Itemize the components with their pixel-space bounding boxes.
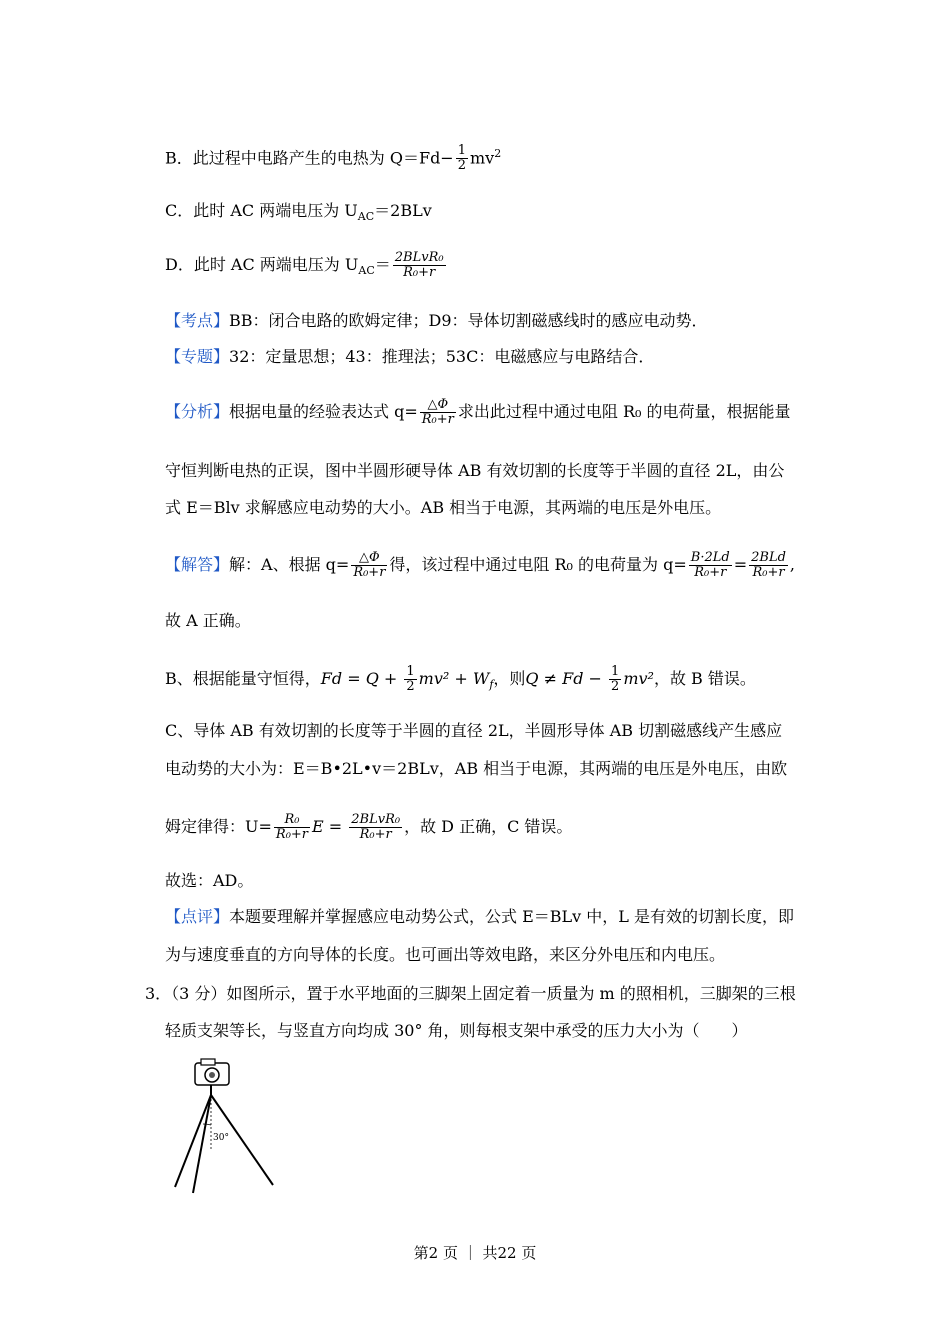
fraction: $\frac{\triangle\Phi}{\text{R₀+r}}$ bbox=[353, 550, 386, 580]
jieda-c-line-2: 电动势的大小为：E＝B•2L•v＝2BLv，AB 相当于电源，其两端的电压是外电压，由欧 bbox=[165, 759, 788, 778]
angle-label: 30° bbox=[213, 1133, 229, 1143]
fraction: $\frac{1}{2}$ bbox=[611, 664, 620, 694]
tripod-camera-figure bbox=[165, 1055, 285, 1195]
option-b: B．此过程中电路产生的电热为 Q＝Fd− $\frac{1}{2}$ $mv^2$ bbox=[165, 143, 502, 174]
jieda-line-1: 【解答】解：A、根据 q= $\frac{\triangle\Phi}{\text{R₀+r}}$ 得，该过程中通过电阻 R₀ 的电荷量为 q= $\frac{B\cdot 2Ld}{\text{R₀+r}}$ = $\frac{\text{2BLd}}{\text{R₀+r}}$ , bbox=[165, 550, 795, 580]
fraction: $\frac{\text{2BLd}}{\text{R₀+r}}$ bbox=[751, 550, 786, 580]
option-d: D．此时 AC 两端电压为 $U_{AC}=$ $\frac{\text{2BLvR₀}}{\text{R₀+r}}$ bbox=[165, 250, 444, 280]
tripod-leg-middle bbox=[193, 1095, 211, 1193]
option-c: C．此时 AC 两端电压为 $U_{AC}=2BLv$ bbox=[165, 201, 432, 224]
fenxi-tag: 【分析】 bbox=[165, 402, 230, 421]
jieda-b-line: B、根据能量守恒得，Fd = Q + $\frac{1}{2}$ $mv^2 + W_f$，则Q ≠ Fd − $\frac{1}{2}$ mv²，故 B 错误。 bbox=[165, 664, 756, 694]
tripod-leg-left bbox=[175, 1095, 211, 1187]
fenxi-line-1: 【分析】根据电量的经验表达式 q= $\frac{\triangle\Phi}{\text{R₀+r}}$ 求出此过程中通过电阻 R₀ 的电荷量，根据能量 bbox=[165, 397, 791, 427]
guxuan-line: 故选：AD。 bbox=[165, 871, 254, 890]
question-3-line-2: 轻质支架等长，与竖直方向均成 30° 角，则每根支架中承受的压力大小为（ ） bbox=[165, 1021, 748, 1040]
jieda-tag: 【解答】 bbox=[165, 555, 230, 574]
jieda-line-2: 故 A 正确。 bbox=[165, 611, 251, 630]
jieda-c-line-1: C、导体 AB 有效切割的长度等于半圆的直径 2L，半圆形导体 AB 切割磁感线产生感应 bbox=[165, 721, 783, 740]
fenxi-line-3: 式 E＝Blv 求解感应电动势的大小。AB 相当于电源，其两端的电压是外电压。 bbox=[165, 498, 722, 517]
dianping-tag: 【点评】 bbox=[165, 907, 230, 926]
fenxi-line-2: 守恒判断电热的正误，图中半圆形硬导体 AB 有效切割的长度等于半圆的直径 2L，由公 bbox=[165, 461, 785, 480]
question-3-line-1: 3．（3 分）如图所示，置于水平地面的三脚架上固定着一质量为 m 的照相机，三脚架的三根 bbox=[145, 984, 796, 1003]
dianping-line-1: 【点评】本题要理解并掌握感应电动势公式，公式 E＝BLv 中，L 是有效的切割长度，即 bbox=[165, 907, 795, 926]
fraction: $\frac{1}{2}$ bbox=[457, 143, 466, 174]
fraction: $\frac{\text{2BLvR₀}}{\text{R₀+r}}$ bbox=[394, 250, 444, 280]
jieda-c-line-3: 姆定律得：U= $\frac{\text{R₀}}{\text{R₀+r}}$ E = $\frac{\text{2BLvR₀}}{\text{R₀+r}}$ ，故 D 正确，C 错误。 bbox=[165, 812, 573, 842]
fraction: $\frac{\triangle\Phi}{\text{R₀+r}}$ bbox=[421, 397, 454, 427]
kaodian-line: 【考点】BB：闭合电路的欧姆定律；D9：导体切割磁感线时的感应电动势． bbox=[165, 311, 708, 330]
camera-icon bbox=[195, 1059, 229, 1085]
zhuanti-tag: 【专题】 bbox=[165, 347, 230, 366]
fraction: $\frac{\text{2BLvR₀}}{\text{R₀+r}}$ bbox=[351, 812, 401, 842]
dianping-line-2: 为与速度垂直的方向导体的长度。也可画出等效电路，来区分外电压和内电压。 bbox=[165, 945, 726, 964]
page-footer: 第2 页 ｜ 共22 页 bbox=[413, 1244, 537, 1262]
angle-arc bbox=[203, 1124, 211, 1125]
kaodian-tag: 【考点】 bbox=[165, 311, 230, 330]
fraction: $\frac{1}{2}$ bbox=[406, 664, 415, 694]
fraction: $\frac{B\cdot 2Ld}{\text{R₀+r}}$ bbox=[690, 550, 730, 580]
fraction: $\frac{\text{R₀}}{\text{R₀+r}}$ bbox=[275, 812, 309, 842]
zhuanti-line: 【专题】32：定量思想；43：推理法；53C：电磁感应与电路结合． bbox=[165, 347, 655, 366]
